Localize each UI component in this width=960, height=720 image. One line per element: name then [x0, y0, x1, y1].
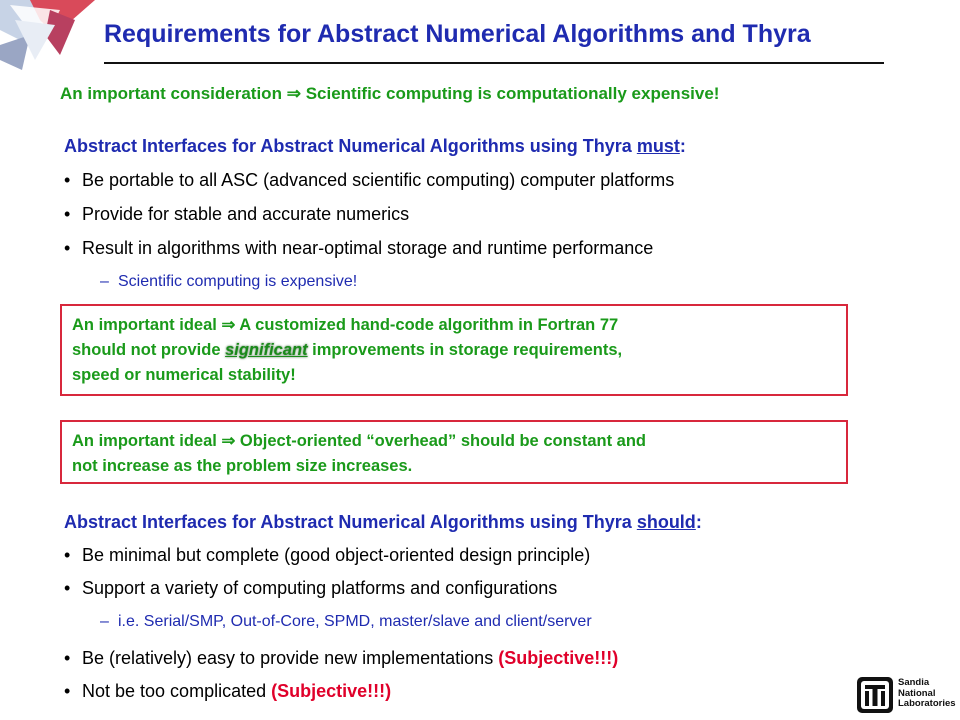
ideal-box-1-text-1: A customized hand-code algorithm in Fortran 77 [239, 316, 619, 334]
should-bullet-1 [64, 545, 590, 566]
bullet-icon: • [64, 204, 71, 224]
must-bullet-3-text: Result in algorithms with near-optimal storage and runtime performance [82, 238, 654, 258]
subjective-tag: (Subjective!!!) [271, 681, 392, 701]
dash-icon: – [100, 273, 109, 290]
consideration-prefix: An important consideration [60, 84, 282, 103]
must-bullet-2 [64, 204, 409, 225]
should-keyword: should [636, 512, 696, 532]
subjective-tag: (Subjective!!!) [498, 648, 619, 668]
must-heading-text: Abstract Interfaces for Abstract Numerical Algorithms using Thyra [64, 136, 637, 156]
must-bullet-3 [64, 238, 653, 259]
should-heading [64, 512, 702, 533]
should-bullet-2-text: Support a variety of computing platforms and configurations [82, 578, 558, 598]
bullet-icon: • [64, 578, 71, 598]
ideal-label: An important ideal [72, 432, 217, 450]
implies-arrow-icon: ⇒ [286, 84, 301, 103]
ideal-box-1-text-2b: improvements in storage requirements, [307, 341, 623, 359]
bullet-icon: • [64, 648, 71, 668]
logo-line-3: Laboratories [898, 698, 956, 709]
should-subbullet [100, 613, 592, 631]
consideration-line [60, 84, 719, 104]
implies-arrow-icon: ⇒ [221, 432, 236, 450]
must-subbullet [100, 273, 357, 291]
ideal-box-1-line-3: speed or numerical stability! [72, 366, 296, 384]
should-subbullet-text: i.e. Serial/SMP, Out-of-Core, SPMD, master/slave and client/server [118, 613, 592, 630]
star-flag-decoration [0, 0, 120, 90]
bullet-icon: • [64, 545, 71, 565]
ideal-box-2-line-1 [72, 429, 836, 454]
ideal-box-2-line-2: not increase as the problem size increases. [72, 457, 413, 475]
ideal-label: An important ideal [72, 316, 217, 334]
page-title: Requirements for Abstract Numerical Algorithms and Thyra [104, 20, 811, 48]
should-bullet-3 [64, 648, 618, 669]
should-bullet-3-text: Be (relatively) easy to provide new implementations [82, 648, 499, 668]
must-keyword: must [636, 136, 680, 156]
logo-line-1: Sandia [898, 677, 930, 688]
ideal-box-2-text-1: Object-oriented “overhead” should be constant and [239, 432, 646, 450]
bullet-icon: • [64, 170, 71, 190]
logo-line-2: National [898, 687, 936, 699]
must-bullet-1 [64, 170, 674, 191]
ideal-box-1-line-2 [72, 338, 836, 363]
should-heading-colon: : [695, 512, 702, 532]
must-bullet-2-text: Provide for stable and accurate numerics [82, 204, 410, 224]
must-subbullet-text: Scientific computing is expensive! [118, 273, 358, 290]
must-heading [64, 136, 686, 157]
should-bullet-4-text: Not be too complicated [82, 681, 272, 701]
implies-arrow-icon: ⇒ [221, 316, 236, 334]
must-heading-colon: : [679, 136, 686, 156]
bullet-icon: • [64, 681, 71, 701]
bullet-icon: • [64, 238, 71, 258]
should-heading-text: Abstract Interfaces for Abstract Numerical Algorithms using Thyra [64, 512, 637, 532]
ideal-box-1-text-2a: should not provide [72, 341, 226, 359]
dash-icon: – [100, 613, 109, 630]
title-divider [104, 62, 884, 64]
should-bullet-4 [64, 681, 391, 702]
sandia-thunderbird-logo-icon [856, 676, 894, 714]
should-bullet-1-text: Be minimal but complete (good object-oriented design principle) [82, 545, 591, 565]
ideal-box-1-line-1 [72, 313, 836, 338]
should-bullet-2 [64, 578, 557, 599]
sandia-logo-text [898, 678, 956, 710]
significant-emphasis: significant [225, 341, 308, 359]
consideration-text: Scientific computing is computationally expensive! [305, 84, 720, 103]
must-bullet-1-text: Be portable to all ASC (advanced scientific computing) computer platforms [82, 170, 675, 190]
ideal-box-1 [60, 304, 848, 396]
ideal-box-2 [60, 420, 848, 484]
